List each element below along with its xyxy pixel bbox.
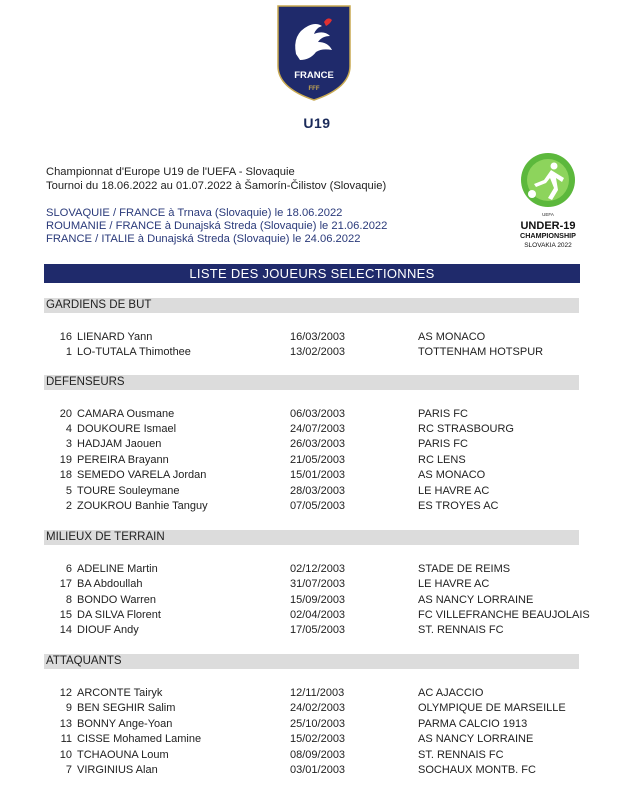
- uefa-location-text: SLOVAKIA 2022: [524, 242, 572, 249]
- player-birthdate: 24/02/2003: [290, 702, 346, 714]
- player-number: 14: [59, 624, 72, 636]
- match-2: ROUMANIE / FRANCE à Dunajská Streda (Slovaquie) le 21.06.2022: [46, 220, 388, 232]
- player-number: 4: [65, 423, 72, 435]
- player-birthdate: 31/07/2003: [290, 578, 346, 590]
- player-row: [0, 577, 634, 592]
- player-club: ST. RENNAIS FC: [418, 624, 504, 636]
- player-row: [0, 484, 634, 499]
- player-name: HADJAM Jaouen: [77, 438, 162, 450]
- player-number: 3: [65, 438, 72, 450]
- player-birthdate: 08/09/2003: [290, 749, 346, 761]
- player-club: PARIS FC: [418, 408, 468, 420]
- player-name: TOURE Souleymane: [77, 485, 180, 497]
- player-number: 5: [65, 485, 72, 497]
- crest-text: FRANCE: [294, 70, 334, 81]
- player-club: LE HAVRE AC: [418, 485, 490, 497]
- player-name: TCHAOUNA Loum: [77, 749, 169, 761]
- player-name: PEREIRA Brayann: [77, 454, 169, 466]
- player-row: [0, 608, 634, 623]
- player-row: [0, 437, 634, 452]
- player-number: 15: [59, 609, 72, 621]
- player-row: [0, 330, 634, 345]
- player-club: OLYMPIQUE DE MARSEILLE: [418, 702, 566, 714]
- player-club: RC LENS: [418, 454, 466, 466]
- player-name: VIRGINIUS Alan: [77, 764, 158, 776]
- player-number: 16: [59, 331, 72, 343]
- fff-crest-logo: [272, 4, 356, 102]
- player-row: [0, 748, 634, 763]
- section-header-defenders: DEFENSEURS: [44, 375, 579, 390]
- player-club: RC STRASBOURG: [418, 423, 514, 435]
- player-club: AS MONACO: [418, 331, 486, 343]
- competition-line-2: Tournoi du 18.06.2022 au 01.07.2022 à Šamorín-Čilistov (Slovaquie): [46, 180, 387, 192]
- player-club: LE HAVRE AC: [418, 578, 490, 590]
- player-birthdate: 07/05/2003: [290, 500, 346, 512]
- player-name: CAMARA Ousmane: [77, 408, 175, 420]
- player-birthdate: 02/12/2003: [290, 563, 346, 575]
- player-number: 12: [59, 687, 72, 699]
- player-row: [0, 701, 634, 716]
- section-header-midfielders: MILIEUX DE TERRAIN: [44, 530, 579, 545]
- player-name: ADELINE Martin: [77, 563, 158, 575]
- player-number: 19: [59, 454, 72, 466]
- player-club: SOCHAUX MONTB. FC: [418, 764, 536, 776]
- crest-subtext: FFF: [308, 86, 320, 92]
- player-number: 8: [65, 594, 72, 606]
- player-number: 18: [59, 469, 72, 481]
- player-number: 10: [59, 749, 72, 761]
- list-title-banner: LISTE DES JOUEURS SELECTIONNES: [44, 264, 580, 283]
- player-row: [0, 623, 634, 638]
- player-birthdate: 21/05/2003: [290, 454, 346, 466]
- player-club: AS NANCY LORRAINE: [418, 594, 534, 606]
- player-birthdate: 15/09/2003: [290, 594, 346, 606]
- player-row: [0, 732, 634, 747]
- player-row: [0, 453, 634, 468]
- player-row: [0, 422, 634, 437]
- player-birthdate: 16/03/2003: [290, 331, 346, 343]
- player-club: FC VILLEFRANCHE BEAUJOLAIS: [418, 609, 590, 621]
- match-1: SLOVAQUIE / FRANCE à Trnava (Slovaquie) le 18.06.2022: [46, 207, 343, 219]
- player-club: PARMA CALCIO 1913: [418, 718, 528, 730]
- player-number: 11: [60, 733, 72, 745]
- player-name: ARCONTE Tairyk: [77, 687, 163, 699]
- player-club: ST. RENNAIS FC: [418, 749, 504, 761]
- player-name: CISSE Mohamed Lamine: [77, 733, 202, 745]
- player-name: LIENARD Yann: [77, 331, 153, 343]
- section-header-forwards: ATTAQUANTS: [44, 654, 579, 669]
- player-name: BONDO Warren: [77, 594, 157, 606]
- player-name: ZOUKROU Banhie Tanguy: [77, 500, 208, 512]
- player-number: 13: [59, 718, 72, 730]
- player-number: 1: [65, 346, 72, 358]
- uefa-subtitle-text: CHAMPIONSHIP: [520, 231, 576, 240]
- player-number: 7: [65, 764, 72, 776]
- player-row: [0, 345, 634, 360]
- player-number: 6: [65, 563, 72, 575]
- uefa-org-text: UEFA: [542, 212, 554, 217]
- player-row: [0, 562, 634, 577]
- player-number: 9: [65, 702, 72, 714]
- player-birthdate: 28/03/2003: [290, 485, 346, 497]
- player-name: BEN SEGHIR Salim: [77, 702, 176, 714]
- uefa-u19-championship-logo: [510, 150, 590, 254]
- player-birthdate: 25/10/2003: [290, 718, 346, 730]
- player-row: [0, 593, 634, 608]
- player-name: SEMEDO VARELA Jordan: [77, 469, 207, 481]
- uefa-title-text: UNDER-19: [520, 220, 576, 232]
- player-name: DIOUF Andy: [77, 624, 139, 636]
- player-birthdate: 17/05/2003: [290, 624, 346, 636]
- player-club: AS MONACO: [418, 469, 486, 481]
- player-name: BA Abdoullah: [77, 578, 143, 590]
- player-club: ES TROYES AC: [418, 500, 499, 512]
- player-name: LO-TUTALA Thimothee: [77, 346, 191, 358]
- player-birthdate: 02/04/2003: [290, 609, 346, 621]
- player-birthdate: 12/11/2003: [290, 687, 345, 699]
- player-club: AC AJACCIO: [418, 687, 484, 699]
- player-birthdate: 03/01/2003: [290, 764, 346, 776]
- player-name: DA SILVA Florent: [77, 609, 161, 621]
- player-name: DOUKOURE Ismael: [77, 423, 177, 435]
- match-3: FRANCE / ITALIE à Dunajská Streda (Slovaquie) le 24.06.2022: [46, 233, 361, 245]
- player-birthdate: 15/02/2003: [290, 733, 346, 745]
- player-row: [0, 686, 634, 701]
- section-header-goalkeepers: GARDIENS DE BUT: [44, 298, 579, 313]
- player-birthdate: 06/03/2003: [290, 408, 346, 420]
- player-birthdate: 13/02/2003: [290, 346, 346, 358]
- player-row: [0, 499, 634, 514]
- player-number: 2: [65, 500, 72, 512]
- team-category: U19: [303, 115, 331, 131]
- player-birthdate: 24/07/2003: [290, 423, 346, 435]
- player-row: [0, 763, 634, 778]
- player-birthdate: 26/03/2003: [290, 438, 346, 450]
- player-birthdate: 15/01/2003: [290, 469, 346, 481]
- player-name: BONNY Ange-Yoan: [77, 718, 173, 730]
- player-number: 20: [59, 408, 72, 420]
- player-club: AS NANCY LORRAINE: [418, 733, 534, 745]
- player-club: PARIS FC: [418, 438, 468, 450]
- player-row: [0, 468, 634, 483]
- competition-line-1: Championnat d'Europe U19 de l'UEFA - Slovaquie: [46, 166, 295, 178]
- player-row: [0, 407, 634, 422]
- player-club: STADE DE REIMS: [418, 563, 511, 575]
- player-row: [0, 717, 634, 732]
- player-club: TOTTENHAM HOTSPUR: [418, 346, 544, 358]
- player-number: 17: [59, 578, 72, 590]
